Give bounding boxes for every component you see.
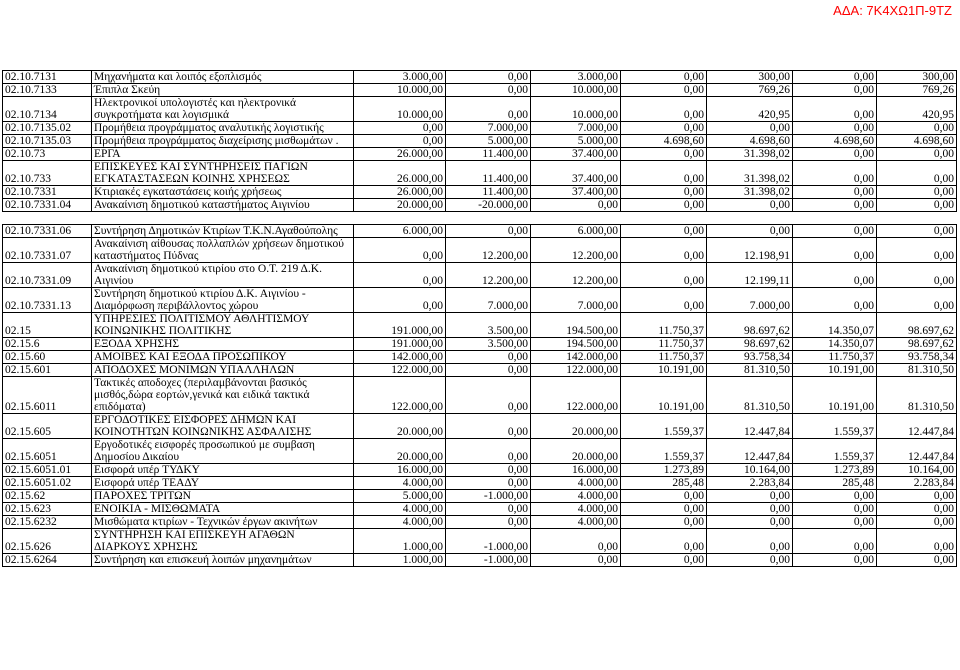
total-commitments: 0,00 — [707, 502, 793, 515]
description: ΑΠΟΔΟΧΕΣ ΜΟΝΙΜΩΝ ΥΠΑΛΛΗΛΩΝ — [92, 363, 354, 376]
initial-budget: 6.000,00 — [354, 224, 446, 237]
month-commitments: 11.750,37 — [621, 312, 707, 337]
total-payments: 12.447,84 — [877, 413, 957, 438]
month-payments: 0,00 — [793, 199, 877, 212]
account-code: 02.15.6051.02 — [3, 476, 92, 489]
table-row — [3, 528, 957, 553]
modifications: 3.500,00 — [446, 337, 531, 350]
description: ΥΠΗΡΕΣΙΕΣ ΠΟΛΙΤΙΣΜΟΥ ΑΘΛΗΤΙΣΜΟΥ ΚΟΙΝΩΝΙΚΗΣ ΠΟΛΙΤΙΚΗΣ — [92, 312, 354, 337]
account-code: 02.15.6232 — [3, 515, 92, 528]
initial-budget: 191.000,00 — [354, 312, 446, 337]
final-budget: 20.000,00 — [531, 438, 621, 463]
modifications: 0,00 — [446, 84, 531, 97]
account-code: 02.10.7331 — [3, 186, 92, 199]
account-code: 02.10.7134 — [3, 97, 92, 122]
initial-budget: 4.000,00 — [354, 502, 446, 515]
total-payments: 10.164,00 — [877, 463, 957, 476]
modifications: -1.000,00 — [446, 528, 531, 553]
account-code: 02.10.7331.13 — [3, 287, 92, 312]
month-commitments: 0,00 — [621, 287, 707, 312]
description: Εισφορά υπέρ ΤΥΔΚΥ — [92, 463, 354, 476]
total-commitments: 0,00 — [707, 515, 793, 528]
month-commitments: 0,00 — [621, 489, 707, 502]
initial-budget: 10.000,00 — [354, 84, 446, 97]
description: Εισφορά υπέρ ΤΕΑΔΥ — [92, 476, 354, 489]
total-commitments: 10.164,00 — [707, 463, 793, 476]
account-code: 02.15.6264 — [3, 553, 92, 566]
month-payments: 0,00 — [793, 237, 877, 262]
description: Συντήρηση και επισκευή λοιπών μηχανημάτων — [92, 553, 354, 566]
month-payments: 4.698,60 — [793, 135, 877, 148]
total-commitments: 12.447,84 — [707, 438, 793, 463]
month-commitments: 0,00 — [621, 186, 707, 199]
account-code: 02.10.7331.09 — [3, 262, 92, 287]
modifications: 0,00 — [446, 363, 531, 376]
final-budget: 10.000,00 — [531, 97, 621, 122]
final-budget: 142.000,00 — [531, 350, 621, 363]
description: Κτιριακές εγκαταστάσεις κοιής χρήσεως — [92, 186, 354, 199]
description: Μισθώματα κτιρίων - Τεχνικών έργων ακινήτων — [92, 515, 354, 528]
month-payments: 0,00 — [793, 528, 877, 553]
total-payments: 2.283,84 — [877, 476, 957, 489]
final-budget: 12.200,00 — [531, 237, 621, 262]
initial-budget: 20.000,00 — [354, 438, 446, 463]
month-payments: 10.191,00 — [793, 363, 877, 376]
initial-budget: 20.000,00 — [354, 199, 446, 212]
month-commitments: 0,00 — [621, 502, 707, 515]
table-row — [3, 212, 957, 225]
total-commitments: 0,00 — [707, 528, 793, 553]
month-commitments: 11.750,37 — [621, 350, 707, 363]
modifications: 0,00 — [446, 515, 531, 528]
total-payments: 0,00 — [877, 122, 957, 135]
initial-budget: 0,00 — [354, 262, 446, 287]
initial-budget: 3.000,00 — [354, 71, 446, 84]
final-budget: 4.000,00 — [531, 489, 621, 502]
final-budget: 4.000,00 — [531, 476, 621, 489]
account-code: 02.15.6051.01 — [3, 463, 92, 476]
description: Ανακαίνιση αίθουσας πολλαπλών χρήσεων δημοτικού καταστήματος Πύδνας — [92, 237, 354, 262]
modifications: 0,00 — [446, 224, 531, 237]
modifications: 0,00 — [446, 463, 531, 476]
month-commitments: 0,00 — [621, 237, 707, 262]
account-code: 02.15.6011 — [3, 376, 92, 413]
total-commitments: 0,00 — [707, 224, 793, 237]
month-payments: 11.750,37 — [793, 350, 877, 363]
total-payments: 0,00 — [877, 489, 957, 502]
account-code: 02.10.7135.03 — [3, 135, 92, 148]
modifications: 0,00 — [446, 438, 531, 463]
final-budget: 7.000,00 — [531, 287, 621, 312]
final-budget: 5.000,00 — [531, 135, 621, 148]
total-payments: 0,00 — [877, 528, 957, 553]
description: ΕΝΟΙΚΙΑ - ΜΙΣΘΩΜΑΤΑ — [92, 502, 354, 515]
initial-budget: 191.000,00 — [354, 337, 446, 350]
final-budget: 12.200,00 — [531, 262, 621, 287]
table-row — [3, 312, 957, 337]
description: Συντήρηση Δημοτικών Κτιρίων Τ.Κ.Ν.Αγαθούπολης — [92, 224, 354, 237]
final-budget: 37.400,00 — [531, 186, 621, 199]
month-commitments: 0,00 — [621, 71, 707, 84]
modifications: 7.000,00 — [446, 287, 531, 312]
modifications: 0,00 — [446, 97, 531, 122]
initial-budget: 122.000,00 — [354, 363, 446, 376]
total-commitments: 0,00 — [707, 553, 793, 566]
description: Ανακαίνιση δημοτικού κτιρίου στο Ο.Τ. 219 Δ.Κ. Αιγινίου — [92, 262, 354, 287]
initial-budget: 142.000,00 — [354, 350, 446, 363]
account-code: 02.10.7131 — [3, 71, 92, 84]
month-payments: 0,00 — [793, 502, 877, 515]
month-commitments: 0,00 — [621, 262, 707, 287]
description: ΕΞΟΔΑ ΧΡΗΣΗΣ — [92, 337, 354, 350]
account-code: 02.10.7331.04 — [3, 199, 92, 212]
month-payments: 0,00 — [793, 553, 877, 566]
initial-budget: 4.000,00 — [354, 515, 446, 528]
total-commitments: 12.447,84 — [707, 413, 793, 438]
table-row — [3, 148, 957, 161]
modifications: 0,00 — [446, 502, 531, 515]
final-budget: 194.500,00 — [531, 312, 621, 337]
month-payments: 0,00 — [793, 262, 877, 287]
month-payments: 0,00 — [793, 161, 877, 186]
modifications: -1.000,00 — [446, 553, 531, 566]
month-payments: 0,00 — [793, 97, 877, 122]
total-commitments: 12.198,91 — [707, 237, 793, 262]
table-row — [3, 122, 957, 135]
table-row — [3, 84, 957, 97]
total-commitments: 300,00 — [707, 71, 793, 84]
total-payments: 4.698,60 — [877, 135, 957, 148]
account-code: 02.10.7331.06 — [3, 224, 92, 237]
month-payments: 14.350,07 — [793, 337, 877, 350]
modifications: 0,00 — [446, 71, 531, 84]
account-code: 02.10.7135.02 — [3, 122, 92, 135]
modifications: -20.000,00 — [446, 199, 531, 212]
final-budget: 6.000,00 — [531, 224, 621, 237]
description: ΣΥΝΤΗΡΗΣΗ ΚΑΙ ΕΠΙΣΚΕΥΗ ΑΓΑΘΩΝ ΔΙΑΡΚΟΥΣ ΧΡΗΣΗΣ — [92, 528, 354, 553]
total-commitments: 81.310,50 — [707, 376, 793, 413]
month-payments: 1.559,37 — [793, 438, 877, 463]
total-commitments: 4.698,60 — [707, 135, 793, 148]
modifications: 0,00 — [446, 413, 531, 438]
modifications: 0,00 — [446, 376, 531, 413]
initial-budget: 1.000,00 — [354, 553, 446, 566]
total-commitments: 98.697,62 — [707, 337, 793, 350]
table-row — [3, 515, 957, 528]
initial-budget: 4.000,00 — [354, 476, 446, 489]
modifications: 12.200,00 — [446, 262, 531, 287]
final-budget: 122.000,00 — [531, 363, 621, 376]
total-commitments: 0,00 — [707, 122, 793, 135]
final-budget: 4.000,00 — [531, 502, 621, 515]
final-budget: 0,00 — [531, 528, 621, 553]
modifications: 5.000,00 — [446, 135, 531, 148]
description: Συντήρηση δημοτικού κτιρίου Δ.Κ. Αιγινίου - Διαμόρφωση περιβάλλοντος χώρου — [92, 287, 354, 312]
table-row — [3, 71, 957, 84]
table-row — [3, 262, 957, 287]
ada-code: ΑΔΑ: 7Κ4ΧΩ1Π-9ΤΖ — [833, 3, 952, 18]
total-payments: 93.758,34 — [877, 350, 957, 363]
total-payments: 0,00 — [877, 515, 957, 528]
month-commitments: 0,00 — [621, 515, 707, 528]
table-row — [3, 553, 957, 566]
account-code: 02.15.626 — [3, 528, 92, 553]
total-commitments: 12.199,11 — [707, 262, 793, 287]
total-commitments: 31.398,02 — [707, 186, 793, 199]
initial-budget: 0,00 — [354, 237, 446, 262]
table-row — [3, 287, 957, 312]
total-payments: 12.447,84 — [877, 438, 957, 463]
account-code: 02.10.7331.07 — [3, 237, 92, 262]
final-budget: 16.000,00 — [531, 463, 621, 476]
table-row — [3, 376, 957, 413]
total-payments: 420,95 — [877, 97, 957, 122]
table-row — [3, 186, 957, 199]
initial-budget: 5.000,00 — [354, 489, 446, 502]
month-payments: 285,48 — [793, 476, 877, 489]
account-code: 02.15.60 — [3, 350, 92, 363]
total-payments: 0,00 — [877, 224, 957, 237]
month-commitments: 0,00 — [621, 528, 707, 553]
month-commitments: 0,00 — [621, 148, 707, 161]
modifications: 7.000,00 — [446, 122, 531, 135]
total-payments: 0,00 — [877, 186, 957, 199]
total-commitments: 7.000,00 — [707, 287, 793, 312]
modifications: 3.500,00 — [446, 312, 531, 337]
total-commitments: 2.283,84 — [707, 476, 793, 489]
month-commitments: 1.559,37 — [621, 413, 707, 438]
month-payments: 14.350,07 — [793, 312, 877, 337]
description: Προμήθεια προγράμματος διαχείρισης μισθωμάτων . — [92, 135, 354, 148]
description: Ηλεκτρονικοί υπολογιστές και ηλεκτρονικά συγκροτήματα και λογισμικά — [92, 97, 354, 122]
total-payments: 98.697,62 — [877, 312, 957, 337]
month-commitments: 0,00 — [621, 161, 707, 186]
description: ΕΠΙΣΚΕΥΕΣ ΚΑΙ ΣΥΝΤΗΡΗΣΕΙΣ ΠΑΓΙΩΝ ΕΓΚΑΤΑΣΤΑΣΕΩΝ ΚΟΙΝΗΣ ΧΡΗΣΕΩΣ — [92, 161, 354, 186]
total-commitments: 98.697,62 — [707, 312, 793, 337]
table-row — [3, 438, 957, 463]
account-code: 02.10.733 — [3, 161, 92, 186]
total-payments: 0,00 — [877, 262, 957, 287]
spacer-row — [3, 212, 957, 225]
modifications: 11.400,00 — [446, 186, 531, 199]
table-row — [3, 489, 957, 502]
description: Εργοδοτικές εισφορές προσωπικού με συμβαση Δημοσίου Δικαίου — [92, 438, 354, 463]
total-commitments: 31.398,02 — [707, 148, 793, 161]
account-code: 02.15.601 — [3, 363, 92, 376]
modifications: 0,00 — [446, 350, 531, 363]
description: Μηχανήματα και λοιπός εξοπλισμός — [92, 71, 354, 84]
total-payments: 769,26 — [877, 84, 957, 97]
month-commitments: 0,00 — [621, 84, 707, 97]
account-code: 02.10.73 — [3, 148, 92, 161]
table-row — [3, 161, 957, 186]
month-payments: 10.191,00 — [793, 376, 877, 413]
description: Προμήθεια προγράμματος αναλυτικής λογιστικής — [92, 122, 354, 135]
month-payments: 0,00 — [793, 515, 877, 528]
final-budget: 37.400,00 — [531, 148, 621, 161]
month-commitments: 0,00 — [621, 553, 707, 566]
table-row — [3, 476, 957, 489]
total-commitments: 81.310,50 — [707, 363, 793, 376]
month-payments: 0,00 — [793, 148, 877, 161]
month-commitments: 11.750,37 — [621, 337, 707, 350]
account-code: 02.15 — [3, 312, 92, 337]
month-commitments: 0,00 — [621, 199, 707, 212]
initial-budget: 0,00 — [354, 122, 446, 135]
table-row — [3, 350, 957, 363]
table-body — [3, 71, 957, 567]
month-payments: 0,00 — [793, 71, 877, 84]
month-commitments: 4.698,60 — [621, 135, 707, 148]
final-budget: 3.000,00 — [531, 71, 621, 84]
modifications: 11.400,00 — [446, 161, 531, 186]
month-commitments: 10.191,00 — [621, 363, 707, 376]
table-row — [3, 413, 957, 438]
description: ΠΑΡΟΧΕΣ ΤΡΙΤΩΝ — [92, 489, 354, 502]
modifications: -1.000,00 — [446, 489, 531, 502]
description: Ανακαίνιση δημοτικού καταστήματος Αιγινίου — [92, 199, 354, 212]
initial-budget: 0,00 — [354, 135, 446, 148]
final-budget: 7.000,00 — [531, 122, 621, 135]
table-row — [3, 97, 957, 122]
total-commitments: 420,95 — [707, 97, 793, 122]
modifications: 11.400,00 — [446, 148, 531, 161]
total-payments: 0,00 — [877, 199, 957, 212]
table-row — [3, 363, 957, 376]
final-budget: 4.000,00 — [531, 515, 621, 528]
final-budget: 0,00 — [531, 553, 621, 566]
total-payments: 0,00 — [877, 237, 957, 262]
account-code: 02.15.6051 — [3, 438, 92, 463]
total-commitments: 0,00 — [707, 489, 793, 502]
month-payments: 0,00 — [793, 287, 877, 312]
table-row — [3, 502, 957, 515]
total-commitments: 93.758,34 — [707, 350, 793, 363]
account-code: 02.15.623 — [3, 502, 92, 515]
month-payments: 0,00 — [793, 489, 877, 502]
month-payments: 0,00 — [793, 84, 877, 97]
initial-budget: 26.000,00 — [354, 161, 446, 186]
initial-budget: 0,00 — [354, 287, 446, 312]
total-commitments: 0,00 — [707, 199, 793, 212]
month-payments: 1.273,89 — [793, 463, 877, 476]
initial-budget: 122.000,00 — [354, 376, 446, 413]
month-commitments: 10.191,00 — [621, 376, 707, 413]
initial-budget: 1.000,00 — [354, 528, 446, 553]
initial-budget: 20.000,00 — [354, 413, 446, 438]
month-payments: 1.559,37 — [793, 413, 877, 438]
budget-table — [2, 70, 957, 567]
table-row — [3, 337, 957, 350]
initial-budget: 26.000,00 — [354, 148, 446, 161]
description: ΕΡΓΟΔΟΤΙΚΕΣ ΕΙΣΦΟΡΕΣ ΔΗΜΩΝ ΚΑΙ ΚΟΙΝΟΤΗΤΩΝ ΚΟΙΝΩΝΙΚΗΣ ΑΣΦΑΛΙΣΗΣ — [92, 413, 354, 438]
table-row — [3, 199, 957, 212]
description: ΑΜΟΙΒΕΣ ΚΑΙ ΕΞΟΔΑ ΠΡΟΣΩΠΙΚΟΥ — [92, 350, 354, 363]
initial-budget: 26.000,00 — [354, 186, 446, 199]
final-budget: 194.500,00 — [531, 337, 621, 350]
month-payments: 0,00 — [793, 122, 877, 135]
description: ΕΡΓΑ — [92, 148, 354, 161]
modifications: 0,00 — [446, 476, 531, 489]
description: Έπιπλα Σκεύη — [92, 84, 354, 97]
total-payments: 0,00 — [877, 553, 957, 566]
total-commitments: 769,26 — [707, 84, 793, 97]
month-commitments: 0,00 — [621, 224, 707, 237]
final-budget: 122.000,00 — [531, 376, 621, 413]
final-budget: 10.000,00 — [531, 84, 621, 97]
account-code: 02.15.62 — [3, 489, 92, 502]
total-payments: 81.310,50 — [877, 376, 957, 413]
table-row — [3, 135, 957, 148]
month-commitments: 1.559,37 — [621, 438, 707, 463]
final-budget: 0,00 — [531, 199, 621, 212]
account-code: 02.15.6 — [3, 337, 92, 350]
description: Τακτικές αποδοχες (περιλαμβάνονται βασικός μισθός,δώρα εορτών,γενικά και ειδικά τακτικά επιδόματα) — [92, 376, 354, 413]
modifications: 12.200,00 — [446, 237, 531, 262]
total-payments: 0,00 — [877, 502, 957, 515]
month-commitments: 285,48 — [621, 476, 707, 489]
month-commitments: 0,00 — [621, 122, 707, 135]
total-payments: 0,00 — [877, 148, 957, 161]
month-payments: 0,00 — [793, 186, 877, 199]
initial-budget: 16.000,00 — [354, 463, 446, 476]
total-payments: 0,00 — [877, 287, 957, 312]
table-row — [3, 224, 957, 237]
total-payments: 81.310,50 — [877, 363, 957, 376]
total-payments: 0,00 — [877, 161, 957, 186]
final-budget: 37.400,00 — [531, 161, 621, 186]
total-payments: 98.697,62 — [877, 337, 957, 350]
initial-budget: 10.000,00 — [354, 97, 446, 122]
table-row — [3, 237, 957, 262]
account-code: 02.15.605 — [3, 413, 92, 438]
account-code: 02.10.7133 — [3, 84, 92, 97]
total-payments: 300,00 — [877, 71, 957, 84]
total-commitments: 31.398,02 — [707, 161, 793, 186]
month-commitments: 0,00 — [621, 97, 707, 122]
table-row — [3, 463, 957, 476]
month-payments: 0,00 — [793, 224, 877, 237]
month-commitments: 1.273,89 — [621, 463, 707, 476]
final-budget: 20.000,00 — [531, 413, 621, 438]
